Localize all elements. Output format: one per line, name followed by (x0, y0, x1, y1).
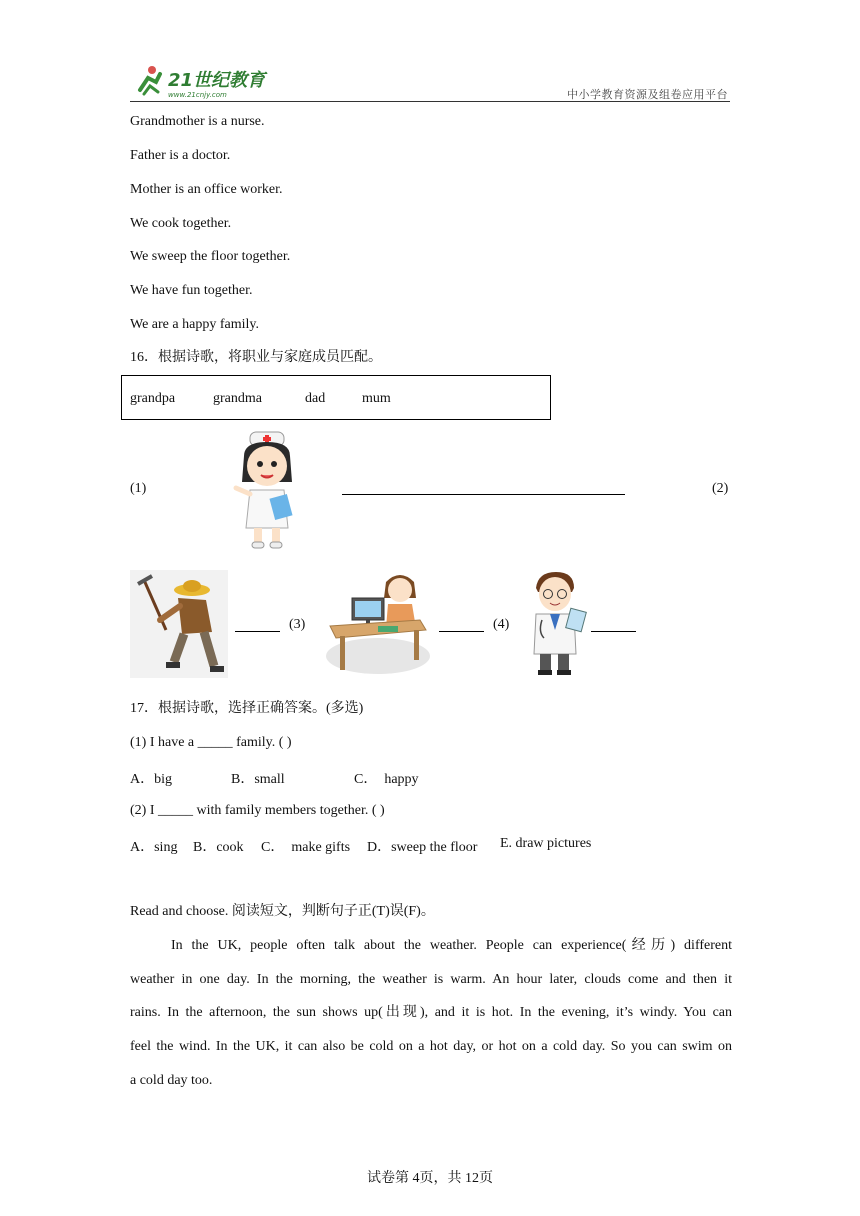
word-mum: mum (362, 391, 391, 406)
reading-line: feel the wind. In the UK, it can also be cold on a hot day, or hot on a cold day. So you can swim on (130, 1039, 732, 1054)
option-e-draw: E. draw pictures (500, 836, 592, 851)
logo (130, 64, 270, 100)
answer-line-4[interactable] (591, 631, 636, 632)
option-d-sweep: D．sweep the floor (367, 840, 478, 855)
question-16-title: 16．根据诗歌，将职业与家庭成员匹配。 (130, 350, 382, 365)
reading-line: weather in one day. In the morning, the weather is warm. An hour later, clouds come and then it (130, 972, 732, 987)
question-17-sub1: (1) I have a _____ family. ( ) (130, 735, 292, 750)
poem-line: We cook together. (130, 216, 232, 231)
option-b-small: B．small (231, 772, 285, 787)
label-2: (2) (712, 481, 729, 496)
label-3: (3) (289, 617, 306, 632)
page-footer: 试卷第 4页，共 12页 (367, 1171, 493, 1186)
question-17-sub2: (2) I _____ with family members together. ( ) (130, 803, 385, 818)
logo-url: www.21cnjy.com (168, 91, 227, 99)
option-c-make-gifts: C． make gifts (261, 840, 351, 855)
answer-line-2[interactable] (235, 631, 280, 632)
poem-line: Mother is an office worker. (130, 182, 283, 197)
question-17-title: 17．根据诗歌，选择正确答案。(多选) (130, 701, 364, 716)
option-a-sing: A．sing (130, 840, 178, 855)
poem-line: Father is a doctor. (130, 148, 231, 163)
reading-line: In the UK, people often talk about the weather. People can experience(经历) different (171, 938, 732, 953)
word-box (121, 375, 551, 420)
poem-line: Grandmother is a nurse. (130, 114, 265, 129)
header-rule (130, 101, 730, 102)
farmer-image (130, 570, 228, 678)
logo-text: 21世纪教育 (168, 70, 266, 91)
poem-line: We sweep the floor together. (130, 249, 291, 264)
poem-line: We have fun together. (130, 283, 253, 298)
office-worker-image (322, 568, 432, 676)
option-c-happy: C． happy (354, 772, 419, 787)
word-grandma: grandma (213, 391, 262, 406)
poem-line: We are a happy family. (130, 317, 259, 332)
label-1: (1) (130, 481, 147, 496)
answer-line-3[interactable] (439, 631, 484, 632)
option-a-big: A．big (130, 772, 172, 787)
doctor-image (528, 570, 588, 678)
answer-line-1[interactable] (342, 494, 625, 495)
label-4: (4) (493, 617, 510, 632)
reading-instruction: Read and choose. 阅读短文，判断句子正(T)误(F)。 (130, 904, 435, 919)
word-grandpa: grandpa (130, 391, 176, 406)
nurse-image (232, 430, 302, 552)
word-dad: dad (305, 391, 326, 406)
reading-line: a cold day too. (130, 1073, 213, 1088)
header-platform-text: 中小学教育资源及组卷应用平台 (567, 88, 728, 101)
reading-line: rains. In the afternoon, the sun shows up(出现), and it is hot. In the evening, it’s windy. You can (130, 1005, 732, 1020)
option-b-cook: B．cook (193, 840, 244, 855)
